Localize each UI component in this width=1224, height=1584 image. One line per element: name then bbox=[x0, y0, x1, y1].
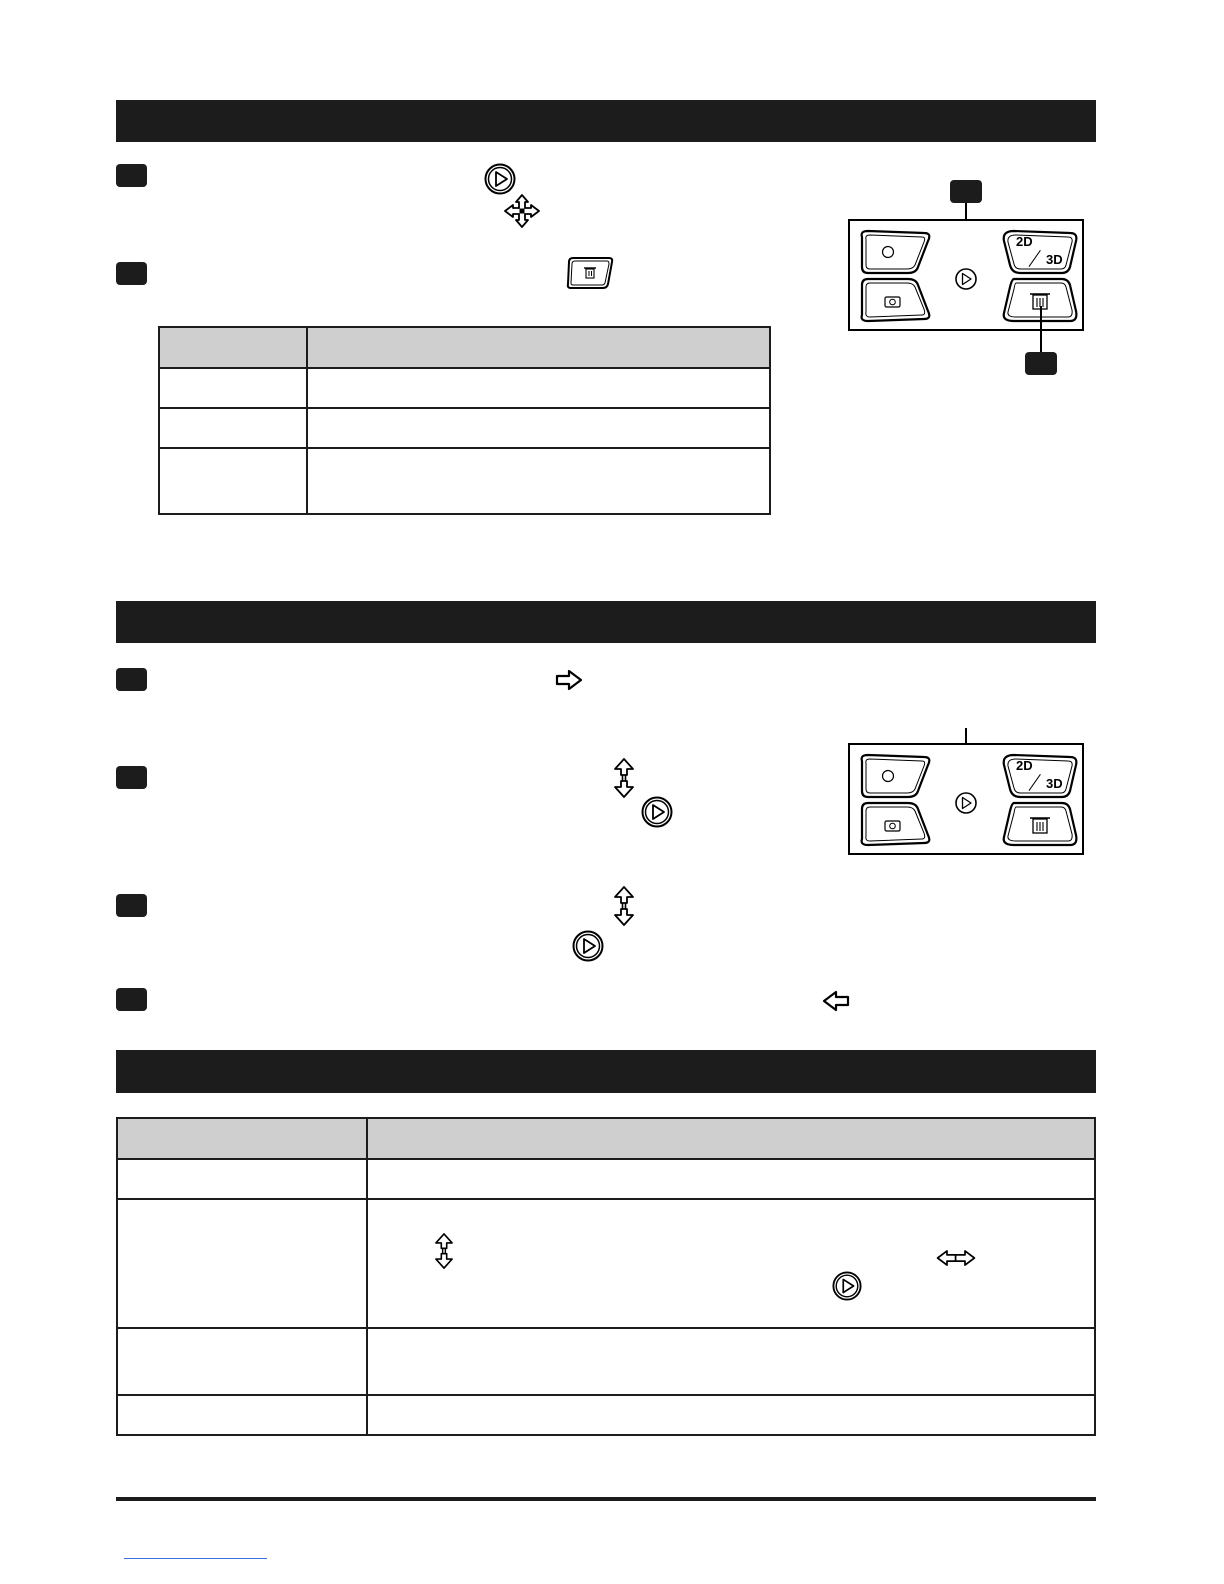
play-circle-icon bbox=[484, 163, 516, 195]
right-arrow-icon bbox=[555, 669, 583, 691]
section2-step4-badge bbox=[116, 988, 147, 1011]
section1-table-header-2 bbox=[307, 327, 770, 368]
section1-header-bar bbox=[116, 100, 1096, 142]
four-way-arrow-icon bbox=[502, 193, 542, 229]
table-cell bbox=[367, 1159, 1095, 1199]
footer-rule bbox=[116, 1497, 1096, 1501]
control-panel bbox=[848, 743, 1084, 855]
callout-badge-top bbox=[950, 180, 982, 203]
section3-header-bar bbox=[116, 1050, 1096, 1093]
control-panel bbox=[848, 219, 1084, 331]
table-row bbox=[117, 1328, 1095, 1395]
footer-link-underline bbox=[124, 1558, 267, 1559]
callout-line-bottom bbox=[1040, 306, 1042, 352]
table-cell bbox=[367, 1328, 1095, 1395]
section2-step3-badge bbox=[116, 894, 147, 917]
table-cell bbox=[117, 1199, 367, 1328]
section3-table-header-2 bbox=[367, 1118, 1095, 1159]
2d-label: 2D bbox=[1016, 234, 1033, 249]
table-cell bbox=[159, 408, 307, 448]
table-cell bbox=[159, 448, 307, 514]
3d-label: 3D bbox=[1046, 252, 1063, 267]
2d-label: 2D bbox=[1016, 758, 1033, 773]
table-cell bbox=[117, 1159, 367, 1199]
table-cell bbox=[117, 1328, 367, 1395]
section1-table bbox=[158, 326, 771, 515]
left-arrow-icon bbox=[822, 990, 850, 1012]
table-cell bbox=[117, 1395, 367, 1435]
right-arrow-icon bbox=[954, 1248, 976, 1268]
play-circle-icon bbox=[641, 796, 673, 828]
3d-label: 3D bbox=[1046, 776, 1063, 791]
trash-button-icon bbox=[565, 256, 615, 290]
table-cell bbox=[307, 408, 770, 448]
section2-step2-badge bbox=[116, 766, 147, 789]
section2-step1-badge bbox=[116, 668, 147, 691]
table-row bbox=[159, 408, 770, 448]
up-down-arrow-icon bbox=[432, 1233, 456, 1269]
table-cell bbox=[307, 368, 770, 408]
table-cell bbox=[307, 448, 770, 514]
section2-header-bar bbox=[116, 601, 1096, 643]
play-circle-icon bbox=[832, 1271, 862, 1301]
up-down-arrow-icon bbox=[612, 758, 636, 798]
table-cell bbox=[367, 1199, 1095, 1328]
section3-table bbox=[116, 1117, 1096, 1436]
section1-step1-badge bbox=[116, 164, 147, 187]
table-cell bbox=[367, 1395, 1095, 1435]
play-circle-icon bbox=[572, 930, 604, 962]
section1-table-header-1 bbox=[159, 327, 307, 368]
table-row bbox=[159, 448, 770, 514]
section1-step2-badge bbox=[116, 262, 147, 285]
section3-table-header-1 bbox=[117, 1118, 367, 1159]
table-row bbox=[117, 1159, 1095, 1199]
table-row bbox=[117, 1395, 1095, 1435]
table-row bbox=[159, 368, 770, 408]
callout-badge-bottom bbox=[1025, 352, 1057, 375]
table-cell bbox=[159, 368, 307, 408]
up-down-arrow-icon bbox=[612, 886, 636, 926]
